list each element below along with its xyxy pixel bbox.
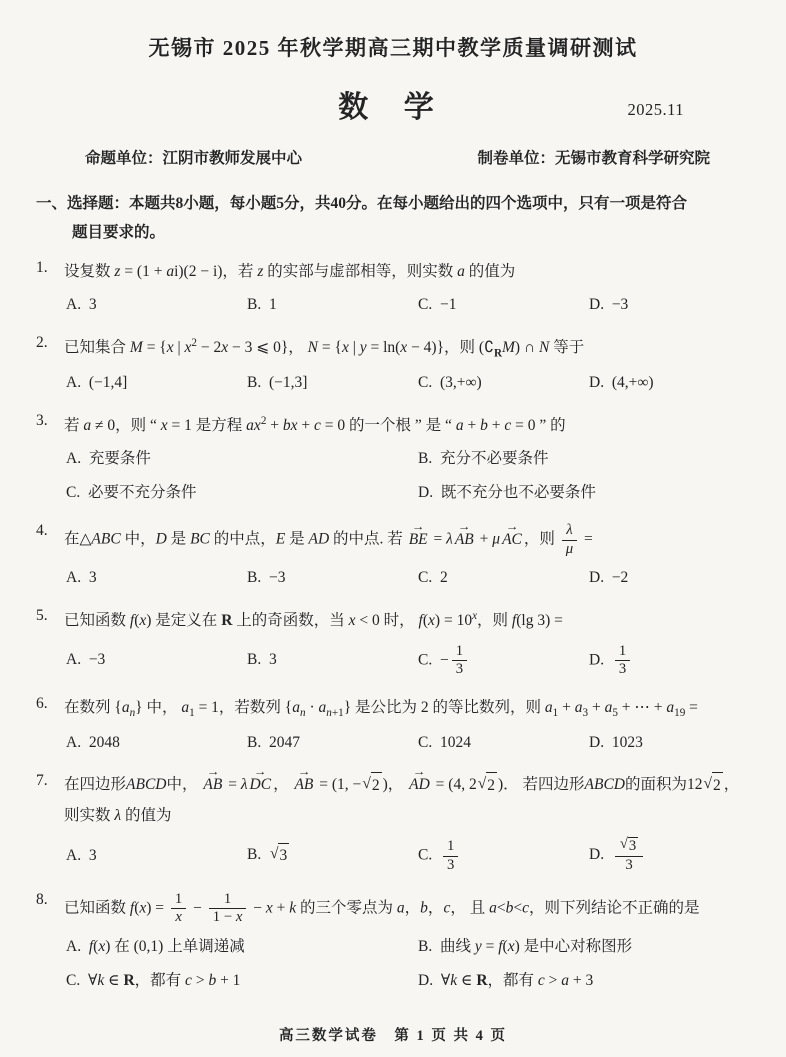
question-5: [30, 607, 756, 679]
question-stem-line2: 则实数 λ 的值为: [64, 807, 172, 825]
question-stem: 设复数 z = (1 + ai)(2 − i)，若 z 的实部与虚部相等，则实数 a 的值为: [64, 262, 516, 280]
question-6: [30, 695, 756, 756]
option-c: C. − $\frac{1}{3}$: [418, 643, 589, 679]
printer-unit: 制卷单位：无锡市教育科学研究院: [477, 150, 710, 167]
section-header-line1: 一、选择题：本题共8小题，每小题5分，共40分。在每小题给出的四个选项中，只有一项是符合: [36, 195, 688, 212]
option-c: C. −1: [418, 296, 457, 314]
setter-unit: 命题单位：江阴市教师发展中心: [85, 150, 303, 167]
unit-line: [30, 146, 756, 168]
question-stem: 已知集合 M = {x | $x^2 - 2x - 3$ ⩽ 0}， N = {x | y = ln(x − 4)}，则 $(∁_RM)$ ∩ N 等于: [64, 336, 585, 360]
option-a: A. 3: [66, 296, 97, 314]
option-c: C. $\frac{1}{3}$: [418, 838, 589, 874]
question-stem: 若 a ≠ 0，则 “ x = 1 是方程 $ax^2$ + bx + c = 0 的一个根 ” 是 “ a + b + c = 0 ” 的: [64, 414, 566, 435]
question-options: [66, 643, 756, 679]
exam-date: 2025.11: [627, 100, 684, 119]
question-options: [66, 935, 756, 994]
option-c: C. 2: [418, 569, 448, 587]
question-1: [30, 259, 756, 318]
option-c: C. 1024: [418, 733, 471, 751]
option-a: A. f(x) 在 (0,1) 上单调递减: [66, 938, 245, 956]
option-a: A. 充要条件: [66, 450, 151, 468]
option-d: D. $\frac{1}{3}$: [589, 643, 756, 679]
section-header-line2: 题目要求的。: [72, 224, 166, 242]
option-a: A. 3: [66, 569, 97, 587]
option-b: B. 3: [247, 651, 277, 669]
question-number: 1.: [36, 258, 48, 276]
option-c: C. ∀k ∈ R，都有 c > b + 1: [66, 971, 241, 989]
option-d: D. 1023: [589, 733, 643, 751]
question-8: [30, 891, 756, 994]
question-stem: 在数列 $\{a_n\}$ 中， $a_1 = 1$，若数列 $\{a_n \cdot a_{n+1}\}$ 是公比为 2 的等比数列，则 $a_1 + a_3 + a_5$ + ⋯ + $a_{19}$ =: [64, 698, 698, 719]
question-number: 2.: [36, 333, 48, 351]
option-a: A. 3: [66, 846, 97, 864]
option-b: B. 充分不必要条件: [418, 450, 549, 468]
question-stem: 在四边形ABCD中， AB → = λ DC → ， AB → = (1, − √ 2 )， AD → = (4, 2 √ 2 )． 若四边形ABCD的面积为12 √ 2 ，: [30, 772, 756, 799]
option-a: A. 2048: [66, 733, 120, 751]
page-footer: 高三数学试卷 第 1 页 共 4 页: [278, 1028, 508, 1044]
question-number: 4.: [36, 521, 48, 539]
question-number: 6.: [36, 694, 48, 712]
option-d: D. √ 3 3: [589, 837, 756, 874]
option-d: D. 既不充分也不必要条件: [418, 484, 596, 502]
option-d: D. −3: [589, 296, 629, 314]
question-options: [66, 731, 756, 756]
option-b: B. 曲线 y = f(x) 是中心对称图形: [418, 938, 633, 956]
option-d: D. ∀k ∈ R，都有 c > a + 3: [418, 971, 594, 989]
option-b: B. 2047: [247, 733, 300, 751]
option-b: B. 1: [247, 296, 277, 314]
question-7: [30, 772, 756, 875]
option-c: C. 必要不充分条件: [66, 484, 197, 502]
question-options: [66, 566, 756, 591]
question-options: [66, 837, 756, 874]
question-options: [66, 293, 756, 318]
question-number: 5.: [36, 607, 48, 625]
option-d: D. −2: [589, 569, 629, 587]
option-d: D. (4,+∞): [589, 374, 654, 392]
option-b: B. (−1,3]: [247, 374, 308, 392]
question-stem: 在△ABC 中，D 是 BC 的中点，E 是 AD 的中点. 若 BE → = λ AB → + μ AC → ，则 $\frac{\lambda}{\mu}$ =: [30, 522, 756, 558]
option-a: A. −3: [66, 651, 106, 669]
subject-title: 数 学: [338, 91, 448, 124]
question-number: 7.: [36, 771, 48, 789]
question-number: 8.: [36, 890, 48, 908]
option-b: B. −3: [247, 569, 286, 587]
question-stem: 已知函数 f(x) = $\frac{1}{x}$ − $\frac{1}{1 - x}$ − x + k 的三个零点为 a，b，c， 且 a<b<c，则下列结论不正确的是: [64, 890, 700, 926]
section-header: [30, 194, 756, 243]
question-2: [30, 334, 756, 396]
question-options: [66, 447, 756, 506]
question-stem: 已知函数 f(x) 是定义在 R 上的奇函数，当 x < 0 时， $f(x) = 10^x$，则 f(lg 3) =: [64, 610, 563, 630]
page-title: 无锡市 2025 年秋学期高三期中教学质量调研测试: [148, 36, 638, 60]
question-options: [66, 371, 756, 396]
option-c: C. (3,+∞): [418, 374, 482, 392]
option-a: A. (−1,4]: [66, 374, 128, 392]
question-number: 3.: [36, 411, 48, 429]
question-4: [30, 522, 756, 591]
option-b: B. √ 3: [247, 843, 418, 869]
question-3: [30, 412, 756, 506]
subject-row: [30, 82, 756, 122]
